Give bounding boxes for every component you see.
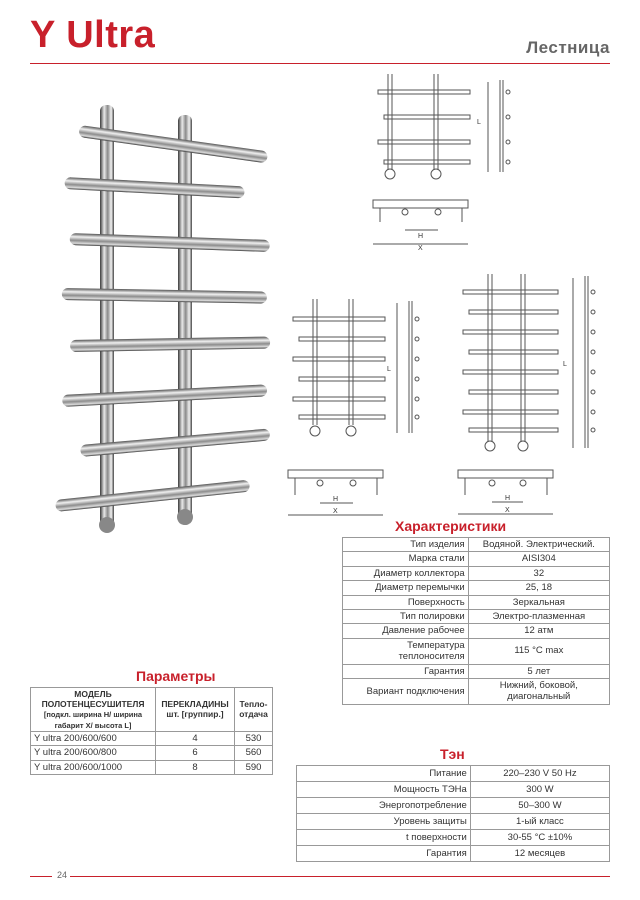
params-bars: 8 [156,760,235,774]
table-row [31,746,273,760]
characteristics-key: Температура теплоносителя [343,638,469,664]
characteristics-key: Диаметр коллектора [343,566,469,580]
characteristics-value: 32 [468,566,609,580]
dim-H-2: H [333,496,339,503]
characteristics-value: 5 лет [468,664,609,678]
params-table [30,687,273,775]
table-row [343,581,610,595]
characteristics-key: Тип изделия [343,538,469,552]
dim-L-3: L [563,361,567,368]
table-row [343,638,610,664]
params-heat: 560 [235,746,273,760]
dim-L-1: L [477,119,481,126]
dim-H-1: H [418,233,424,240]
table-row [31,760,273,774]
table-row [297,814,610,830]
dim-L-2: L [387,366,391,373]
characteristics-key: Давление рабочее [343,624,469,638]
dim-X-3: X [505,507,510,514]
product-photo [50,85,280,545]
characteristics-value: 25, 18 [468,581,609,595]
characteristics-value: Водяной. Электрический. [468,538,609,552]
characteristics-value: 115 °C max [468,638,609,664]
ten-value: 1-ый класс [470,814,609,830]
ten-value: 50–300 W [470,798,609,814]
table-row [343,678,610,704]
drawing-front-large [455,270,610,520]
table-row [343,595,610,609]
params-header-row [31,688,273,732]
params-heading: Параметры [136,668,216,684]
params-model: Y ultra 200/600/600 [31,731,156,745]
table-row [297,846,610,862]
ten-value: 12 месяцев [470,846,609,862]
characteristics-key: Марка стали [343,552,469,566]
drawing-front-small [370,72,520,252]
footer-rule-left [30,876,52,877]
ten-key: Уровень защиты [297,814,471,830]
table-row [297,830,610,846]
characteristics-value: Нижний, боковой, диагональный [468,678,609,704]
characteristics-table [342,537,610,705]
ten-key: Гарантия [297,846,471,862]
ten-heading: Тэн [440,746,465,762]
product-title: Y Ultra [30,14,156,56]
params-col-bars: ПЕРЕКЛАДИНЫ шт. [группир.] [156,688,235,732]
footer-rule [70,876,610,877]
params-col-model-sub: [подкл. ширина Н/ ширина габарит Х/ высота L] [43,710,143,730]
characteristics-value: Зеркальная [468,595,609,609]
params-col-heat: Тепло-отдача [235,688,273,732]
characteristics-key: Поверхность [343,595,469,609]
dim-X-1: X [418,245,423,252]
drawing-front-medium [285,295,435,520]
product-category: Лестница [526,38,610,57]
ten-value: 300 W [470,782,609,798]
params-heat: 590 [235,760,273,774]
characteristics-key: Вариант подключения [343,678,469,704]
ten-table [296,765,610,862]
ten-key: Мощность ТЭНа [297,782,471,798]
ten-key: Энергопотребление [297,798,471,814]
table-row [343,552,610,566]
header-rule [30,63,610,64]
params-bars: 6 [156,746,235,760]
params-col-model [31,688,156,732]
dim-X-2: X [333,508,338,515]
table-row [297,766,610,782]
params-model: Y ultra 200/600/1000 [31,760,156,774]
characteristics-key: Тип полировки [343,609,469,623]
table-row [343,624,610,638]
ten-value: 220–230 V 50 Hz [470,766,609,782]
table-row [297,782,610,798]
characteristics-value: Электро-плазменная [468,609,609,623]
params-bars: 4 [156,731,235,745]
table-row [343,538,610,552]
characteristics-value: 12 атм [468,624,609,638]
table-row [343,566,610,580]
table-row [343,664,610,678]
characteristics-key: Гарантия [343,664,469,678]
params-col-model-label: МОДЕЛЬ ПОЛОТЕНЦЕСУШИТЕЛЯ [41,689,145,710]
params-model: Y ultra 200/600/800 [31,746,156,760]
ten-key: t поверхности [297,830,471,846]
dim-H-3: H [505,495,511,502]
page-number: 24 [57,870,68,880]
table-row [343,609,610,623]
ten-value: 30-55 °C ±10% [470,830,609,846]
photo-bars [55,125,270,512]
characteristics-key: Диаметр перемычки [343,581,469,595]
characteristics-value: AISI304 [468,552,609,566]
table-row [297,798,610,814]
params-heat: 530 [235,731,273,745]
ten-key: Питание [297,766,471,782]
table-row [31,731,273,745]
characteristics-heading: Характеристики [395,518,507,534]
